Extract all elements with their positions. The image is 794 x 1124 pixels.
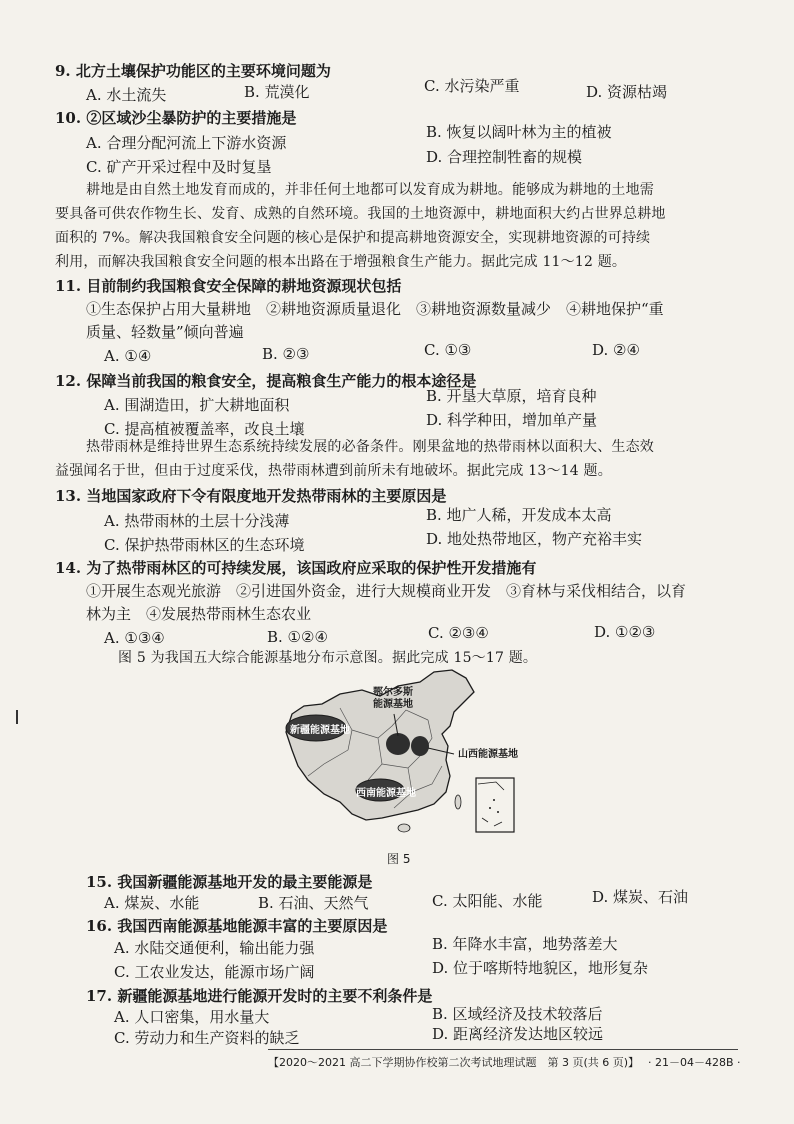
question-12-option-a: A. 围湖造田，扩大耕地面积 — [104, 396, 290, 414]
question-9-option-d: D. 资源枯竭 — [586, 83, 668, 101]
taiwan-shape — [455, 795, 461, 809]
question-14-options-line-2: 林为主 ④发展热带雨林生态农业 — [86, 605, 312, 623]
question-12-stem: 12. 保障当前我国的粮食安全，提高粮食生产能力的根本途径是 — [55, 372, 477, 390]
question-17-option-d: D. 距离经济发达地区较远 — [432, 1025, 604, 1043]
passage-1-line-1: 耕地是由自然土地发育而成的，并非任何土地都可以发育成为耕地。能够成为耕地的土地需 — [86, 182, 654, 198]
question-16-option-d: D. 位于喀斯特地貌区，地形复杂 — [432, 959, 649, 977]
passage-3: 图 5 为我国五大综合能源基地分布示意图。据此完成 15～17 题。 — [118, 650, 538, 666]
question-16-stem: 16. 我国西南能源基地能源丰富的主要原因是 — [86, 917, 388, 935]
question-16-option-a: A. 水陆交通便利，输出能力强 — [114, 939, 315, 957]
question-11-option-a: A. ①④ — [104, 347, 152, 365]
question-10-option-b: B. 恢复以阔叶林为主的植被 — [426, 123, 612, 141]
question-14-option-d: D. ①②③ — [594, 623, 656, 641]
passage-2-line-1: 热带雨林是维持世界生态系统持续发展的必备条件。刚果盆地的热带雨林以面积大、生态效 — [86, 439, 654, 455]
question-12-option-c: C. 提高植被覆盖率，改良土壤 — [104, 420, 305, 438]
question-12-option-d: D. 科学种田，增加单产量 — [426, 411, 598, 429]
question-11-option-c: C. ①③ — [424, 341, 472, 359]
question-16-option-b: B. 年降水丰富，地势落差大 — [432, 935, 618, 953]
footer-title: 【2020～2021 高二下学期协作校第二次考试地理试题 第 3 页(共 6 页)】 — [268, 1056, 640, 1069]
question-9-stem: 9. 北方土壤保护功能区的主要环境问题为 — [55, 62, 331, 80]
question-10-option-a: A. 合理分配河流上下游水资源 — [86, 134, 287, 152]
question-13-option-c: C. 保护热带雨林区的生态环境 — [104, 536, 305, 554]
question-14-option-a: A. ①③④ — [104, 629, 165, 647]
question-17-option-c: C. 劳动力和生产资料的缺乏 — [114, 1029, 300, 1047]
question-9-option-c: C. 水污染严重 — [424, 77, 520, 95]
footer-rule — [268, 1049, 738, 1050]
question-14-option-c: C. ②③④ — [428, 624, 489, 642]
question-14-stem: 14. 为了热带雨林区的可持续发展，该国政府应采取的保护性开发措施有 — [55, 559, 537, 577]
ordos-base-marker — [386, 733, 410, 755]
question-11-options-line-2: 质量、轻数量”倾向普遍 — [86, 323, 244, 341]
question-11-option-b: B. ②③ — [262, 345, 310, 363]
question-14-options-line-1: ①开展生态观光旅游 ②引进国外资金，进行大规模商业开发 ③育林与采伐相结合，以育 — [86, 582, 687, 600]
question-9-option-b: B. 荒漠化 — [244, 83, 310, 101]
south-china-sea-inset — [476, 778, 514, 832]
map-label-xinjiang: 新疆能源基地 — [290, 725, 350, 736]
passage-1-line-4: 利用，而解决我国粮食安全问题的根本出路在于增强粮食生产能力。据此完成 11～12 题。 — [55, 254, 627, 270]
map-label-southwest: 西南能源基地 — [356, 788, 416, 799]
question-11-options-line-1: ①生态保护占用大量耕地 ②耕地资源质量退化 ③耕地资源数量减少 ④耕地保护“重 — [86, 300, 664, 318]
shanxi-base-marker — [411, 736, 429, 756]
question-10-stem: 10. ②区域沙尘暴防护的主要措施是 — [55, 109, 297, 127]
question-13-option-a: A. 热带雨林的土层十分浅薄 — [104, 512, 290, 530]
question-15-option-c: C. 太阳能、水能 — [432, 892, 543, 910]
question-15-option-b: B. 石油、天然气 — [258, 894, 369, 912]
question-13-option-d: D. 地处热带地区，物产充裕丰实 — [426, 530, 643, 548]
question-11-stem: 11. 目前制约我国粮食安全保障的耕地资源现状包括 — [55, 277, 402, 295]
passage-1-line-3: 面积的 7%。解决我国粮食安全问题的核心是保护和提高耕地资源安全，实现耕地资源的可持续 — [55, 230, 651, 246]
question-15-option-a: A. 煤炭、水能 — [104, 894, 200, 912]
hainan-shape — [398, 824, 410, 832]
question-9-option-a: A. 水土流失 — [86, 86, 167, 104]
question-15-option-d: D. 煤炭、石油 — [592, 888, 689, 906]
footer-code: · 21－04－428B · — [648, 1056, 741, 1069]
map-label-shanxi: 山西能源基地 — [458, 749, 518, 760]
question-11-option-d: D. ②④ — [592, 341, 640, 359]
question-13-stem: 13. 当地国家政府下令有限度地开发热带雨林的主要原因是 — [55, 487, 447, 505]
question-15-stem: 15. 我国新疆能源基地开发的最主要能源是 — [86, 873, 373, 891]
question-17-option-a: A. 人口密集，用水量大 — [114, 1008, 270, 1026]
question-14-option-b: B. ①②④ — [267, 628, 328, 646]
question-17-stem: 17. 新疆能源基地进行能源开发时的主要不利条件是 — [86, 987, 433, 1005]
question-17-option-b: B. 区域经济及技术较落后 — [432, 1005, 603, 1023]
question-12-option-b: B. 开垦大草原，培育良种 — [426, 387, 597, 405]
question-10-option-d: D. 合理控制牲畜的规模 — [426, 148, 583, 166]
passage-1-line-2: 要具备可供农作物生长、发育、成熟的自然环境。我国的土地资源中，耕地面积大约占世界总耕地 — [55, 206, 666, 222]
inset-islands — [493, 799, 495, 801]
map-label-ordos: 鄂尔多斯能源基地 — [373, 687, 413, 710]
passage-2-line-2: 益强闻名于世，但由于过度采伐，热带雨林遭到前所未有地破坏。据此完成 13～14 题。 — [55, 463, 612, 479]
margin-mark — [16, 710, 18, 724]
question-10-option-c: C. 矿产开采过程中及时复垦 — [86, 158, 272, 176]
figure-caption: 图 5 — [387, 852, 411, 866]
question-16-option-c: C. 工农业发达，能源市场广阔 — [114, 963, 315, 981]
question-13-option-b: B. 地广人稀，开发成本太高 — [426, 506, 612, 524]
